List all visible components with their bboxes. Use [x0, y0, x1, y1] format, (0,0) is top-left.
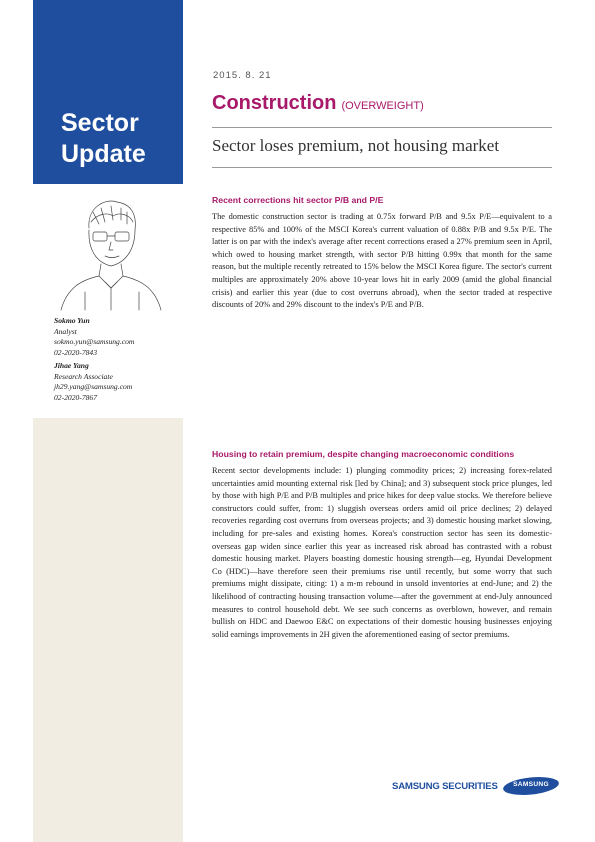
section-heading: Recent corrections hit sector P/B and P/E [212, 195, 384, 205]
associate-phone: 02-2020-7867 [54, 392, 98, 402]
analyst-name: Sokmo Yun [54, 316, 90, 325]
title-divider [212, 127, 552, 128]
sector-update-title [61, 108, 181, 170]
brand-name: SAMSUNG SECURITIES [392, 781, 498, 792]
sector-update-line2: Update [61, 140, 146, 168]
analyst-info [54, 316, 179, 403]
report-date: 2015. 8. 21 [213, 70, 272, 81]
samsung-badge-text: SAMSUNG [513, 781, 549, 788]
analyst-phone: 02-2020-7843 [54, 347, 98, 357]
subtitle-divider [212, 167, 552, 168]
sector-update-line1: Sector [61, 109, 139, 137]
section-body: The domestic construction sector is trading at 0.75x forward P/B and 9.5x P/E—equivalent to a respective 85% and 100% of the MSCI Korea's current valuation of 0.88x P/B and 9.5x P/E. The latter is on par with the index's average after recent corrections erased a 27% premium seen in April, which owed to housing market strength, with sector P/B hitting 0.99x that month for the same reason, but the multiple recently retreated to 15% below the MSCI Korea figure. The sector's current multiples are approximately 20% above 10-year lows hit in early 2009 (amid the global financial crisis) and earlier this year (due to cost overruns abroad), when the sector traded at respective discounts of 20% and 29% discount to the index's P/E and P/B. [212, 212, 552, 310]
analyst-email[interactable]: sokmo.yun@samsung.com [54, 337, 135, 346]
analyst-portrait-sketch [55, 192, 167, 312]
report-title [212, 92, 424, 115]
section-body: Recent sector developments include: 1) plunging commodity prices; 2) increasing forex-related uncertainties amid mounting external risk [led by China]; and 3) subsequent stock price plunges, led by those with high P/E and P/B multiples and price hikes for deep value stocks. We therefore believe constructors could suffer, from: 1) sluggish overseas orders amid oil price declines; 2) delayed recoveries regarding cost overruns from overseas projects; and 3) domestic housing market slowing, including for pre-sales and existing homes. Korea's construction sector has seen its domestic-overseas gap widen since earlier this year as increased risk abroad has contrasted with a robust domestic housing market. Players boasting domestic housing strength—eg, Hyundai Development Co (HDC)—have therefore seen their premiums rise until recently, but some worry that such premiums might dissipate, citing: 1) a m-m rebound in unsold inventories at end-June; and 2) the likelihood of contracting housing transaction volume—after the government at end-July announced measures to control household debt. We see such concerns as overblown, however, and remain bullish on HDC and Daewoo E&C on expectations of their domestic housing businesses enjoying solid earnings improvements in 2H given the aforementioned easing of sector premiums. [212, 466, 552, 639]
associate-email[interactable]: jh29.yang@samsung.com [54, 382, 133, 391]
analyst-title: Analyst [54, 326, 77, 336]
section-heading: Housing to retain premium, despite changing macroeconomic conditions [212, 449, 515, 459]
associate-name: Jihae Yang [54, 361, 89, 370]
report-subtitle: Sector loses premium, not housing market [212, 136, 500, 155]
sector-rating: (OVERWEIGHT) [341, 100, 424, 112]
associate-title: Research Associate [54, 371, 113, 381]
samsung-securities-logo [392, 776, 562, 796]
sector-name: Construction [212, 92, 337, 114]
